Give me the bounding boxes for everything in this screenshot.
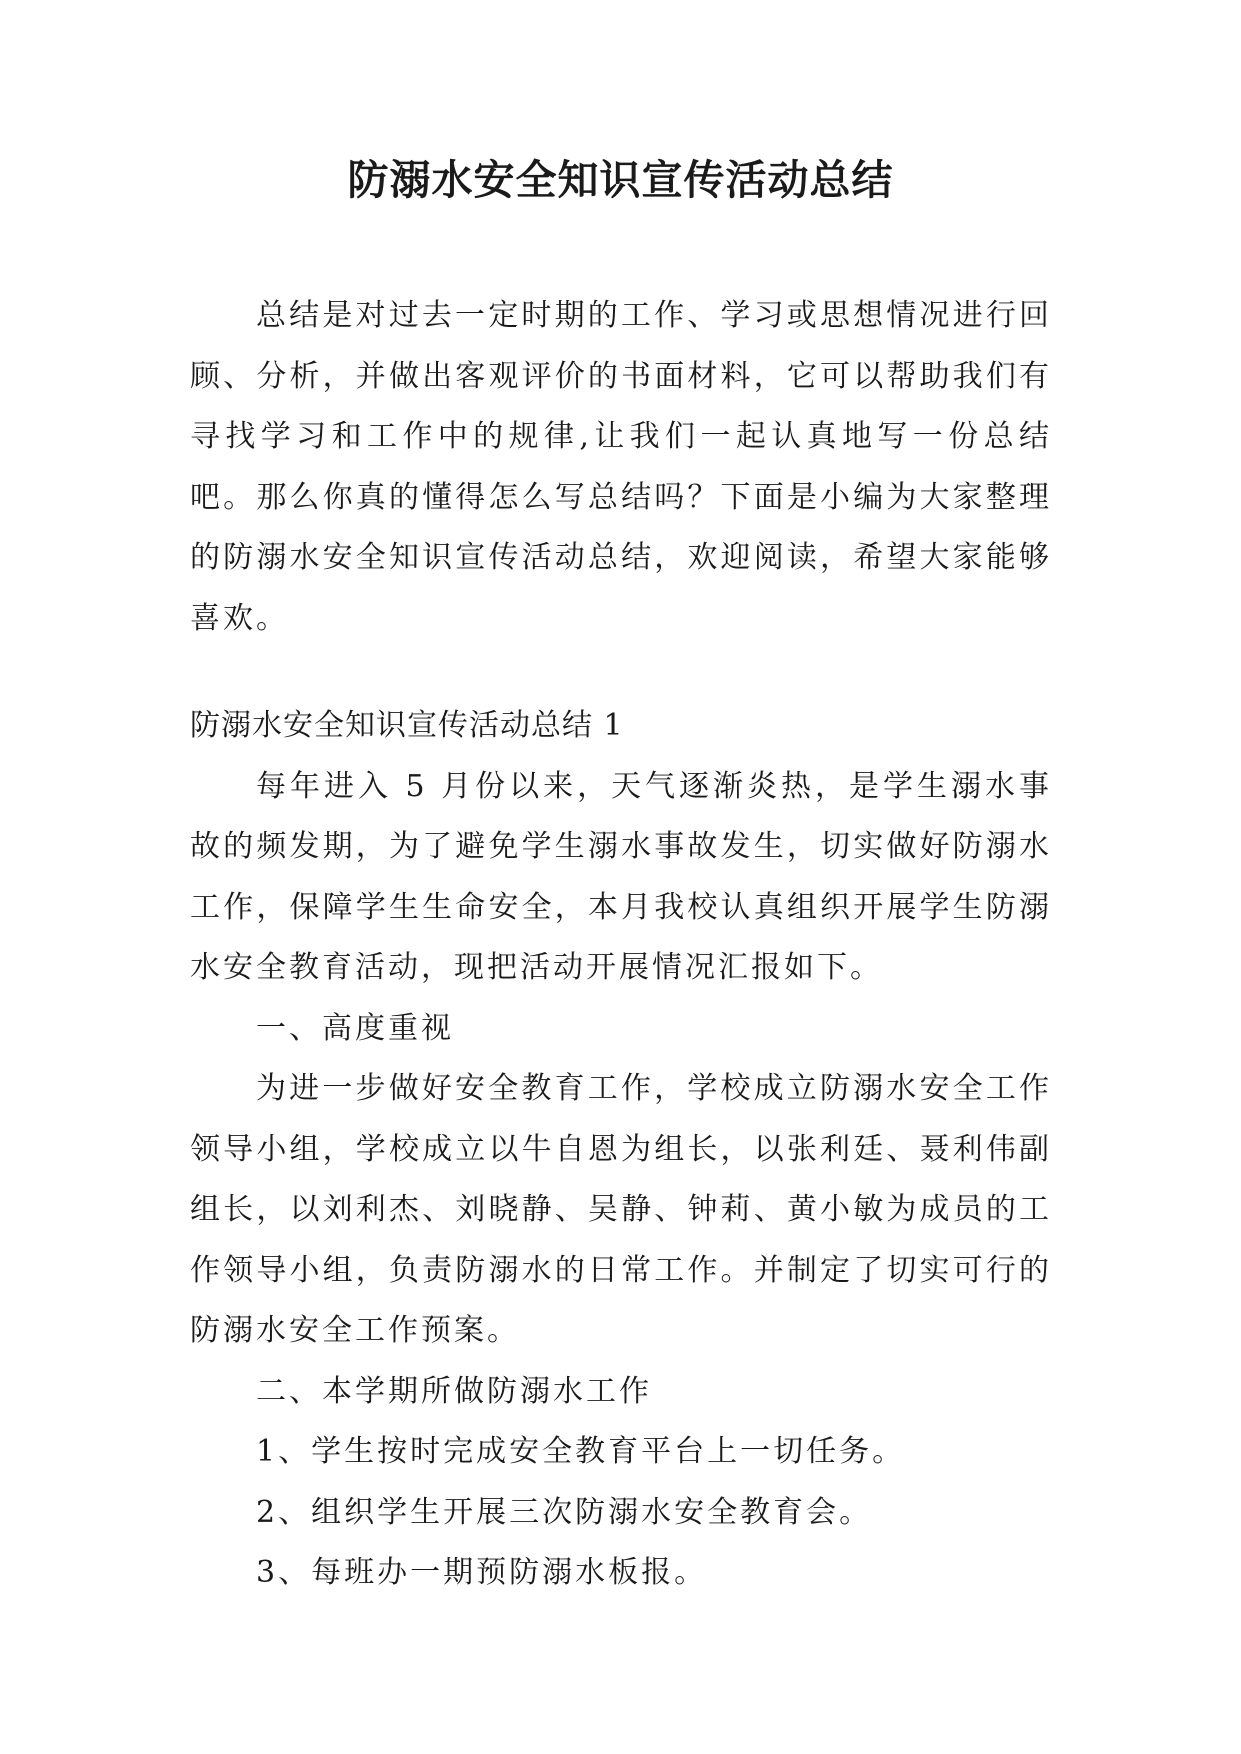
document-title: 防溺水安全知识宣传活动总结 [347, 156, 894, 204]
intro-block [190, 286, 1052, 649]
section-1-paragraph-1: 每年进入 5 月份以来，天气逐渐炎热，是学生溺水事故的频发期，为了避免学生溺水事故发生，切实做好防溺水工作，保障学生生命安全，本月我校认真组织开展学生防溺水安全教育活动，现把活动开展情况汇报如下。 [190, 768, 1052, 985]
section-1-subheading-2: 二、本学期所做防溺水工作 [256, 1373, 652, 1409]
section-1 [190, 696, 1052, 1604]
section-1-paragraph-2: 为进一步做好安全教育工作，学校成立防溺水安全工作领导小组，学校成立以牛自恩为组长，以张利廷、聂利伟副组长，以刘利杰、刘晓静、吴静、钟莉、黄小敏为成员的工作领导小组，负责防溺水的日常工作。并制定了切实可行的防溺水安全工作预案。 [190, 1071, 1052, 1348]
list-item: 2、组织学生开展三次防溺水安全教育会。 [256, 1494, 873, 1530]
section-1-subheading-1: 一、高度重视 [256, 1010, 454, 1046]
list-item: 1、学生按时完成安全教育平台上一切任务。 [256, 1434, 906, 1469]
intro-paragraph: 总结是对过去一定时期的工作、学习或思想情况进行回顾、分析，并做出客观评价的书面材料，它可以帮助我们有寻找学习和工作中的规律,让我们一起认真地写一份总结吧。那么你真的懂得怎么写总结吗？下面是小编为大家整理的防溺水安全知识宣传活动总结，欢迎阅读，希望大家能够喜欢。 [190, 298, 1052, 636]
list-item: 3、每班办一期预防溺水板报。 [256, 1555, 708, 1590]
section-1-heading: 防溺水安全知识宣传活动总结 1 [190, 708, 624, 743]
